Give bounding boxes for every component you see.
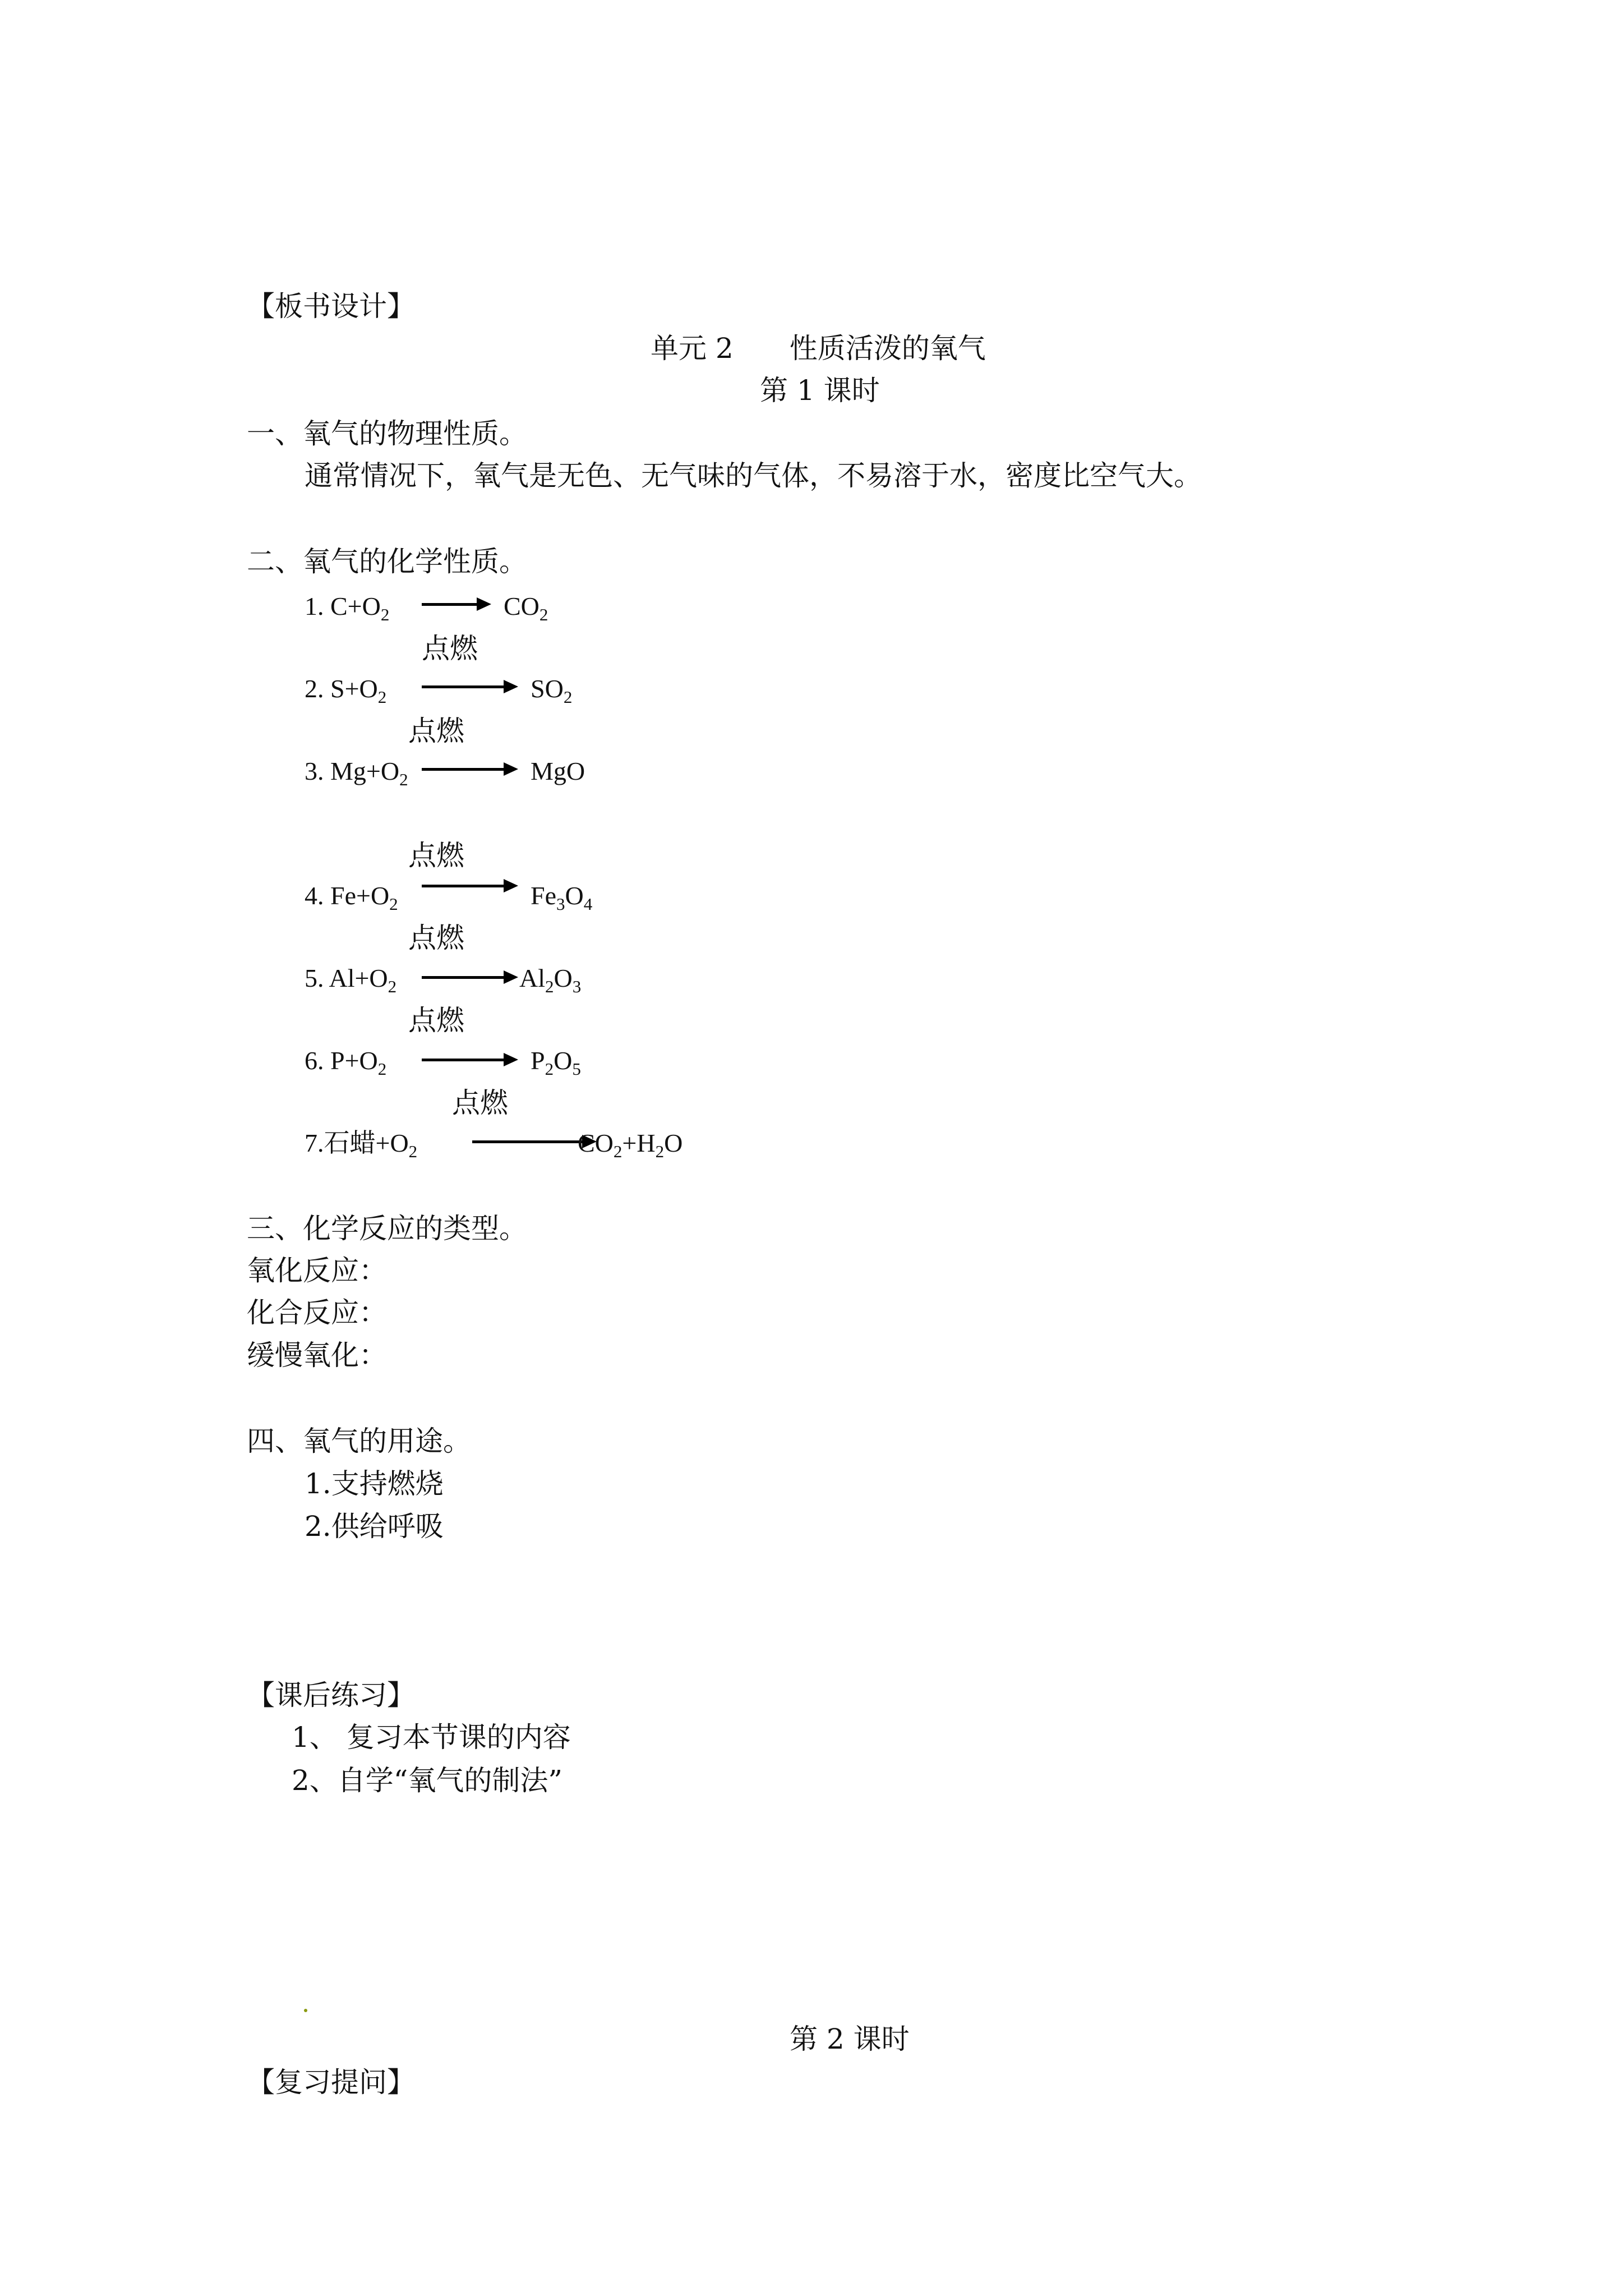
reaction-7-products: $CO_2+H_2O$ bbox=[578, 1129, 683, 1161]
lesson-title: 第 1 课时 bbox=[760, 374, 880, 407]
board-design-header: 【板书设计】 bbox=[247, 290, 415, 323]
section-uses-heading: 四、氧气的用途。 bbox=[247, 1425, 471, 1457]
reaction-6-condition: 点燃 bbox=[408, 1004, 464, 1037]
reaction-1-arrow bbox=[422, 603, 479, 606]
stray-dot bbox=[304, 2009, 307, 2012]
homework-item-1: 1、 复习本节课的内容 bbox=[292, 1721, 571, 1754]
reaction-2-arrow bbox=[422, 685, 506, 688]
reaction-4-reactants: 4. $Fe+O_2$ bbox=[305, 881, 398, 914]
unit-title: 单元 2 性质活泼的氧气 bbox=[651, 332, 986, 365]
reaction-5-condition: 点燃 bbox=[408, 922, 464, 954]
reaction-5-arrow bbox=[422, 976, 506, 979]
reaction-7-condition: 点燃 bbox=[452, 1087, 508, 1119]
reaction-3-reactants: 3. $Mg+O_2$ bbox=[305, 757, 408, 789]
reaction-3-arrow bbox=[422, 768, 506, 771]
reaction-4-arrow bbox=[422, 885, 506, 887]
reaction-7-arrow bbox=[472, 1140, 584, 1143]
reaction-5-reactants: 5. $Al+O_2$ bbox=[305, 964, 397, 996]
reaction-5-products: $Al_2O_3$ bbox=[519, 964, 582, 996]
homework-item-2: 2、自学“氧气的制法” bbox=[292, 1764, 562, 1797]
reaction-type-combination: 化合反应： bbox=[247, 1296, 387, 1329]
reaction-3-condition: 点燃 bbox=[408, 715, 464, 747]
reaction-6-arrow bbox=[422, 1059, 506, 1061]
reaction-2-products: $SO_2$ bbox=[531, 674, 573, 707]
reaction-4-products: $Fe_3O_4$ bbox=[531, 881, 593, 914]
reaction-3-products: MgO bbox=[531, 757, 585, 785]
reaction-6-products: $P_2O_5$ bbox=[531, 1046, 581, 1079]
section-physical-heading: 一、氧气的物理性质。 bbox=[247, 417, 527, 450]
section-reaction-types-heading: 三、化学反应的类型。 bbox=[247, 1212, 527, 1245]
reaction-4-condition: 点燃 bbox=[408, 839, 464, 872]
reaction-2-reactants: 2. $S+O_2$ bbox=[305, 674, 387, 707]
lesson-2-title: 第 2 课时 bbox=[790, 2023, 910, 2055]
reaction-6-reactants: 6. $P+O_2$ bbox=[305, 1046, 387, 1079]
review-questions-header: 【复习提问】 bbox=[247, 2066, 415, 2099]
homework-header: 【课后练习】 bbox=[247, 1679, 415, 1711]
reaction-1-products: $CO_2$ bbox=[504, 592, 548, 624]
reaction-type-oxidation: 氧化反应： bbox=[247, 1254, 387, 1287]
use-item-1: 1.支持燃烧 bbox=[305, 1467, 444, 1500]
section-chemical-heading: 二、氧气的化学性质。 bbox=[247, 545, 527, 578]
reaction-1-reactants: 1. $C+O_2$ bbox=[305, 592, 390, 624]
section-physical-text: 通常情况下，氧气是无色、无气味的气体，不易溶于水，密度比空气大。 bbox=[305, 459, 1202, 492]
reaction-7-reactants: 7.石蜡$+O_2$ bbox=[305, 1129, 418, 1161]
use-item-2: 2.供给呼吸 bbox=[305, 1510, 444, 1543]
reaction-type-slow-oxidation: 缓慢氧化： bbox=[247, 1339, 387, 1372]
reaction-2-condition: 点燃 bbox=[422, 632, 478, 665]
